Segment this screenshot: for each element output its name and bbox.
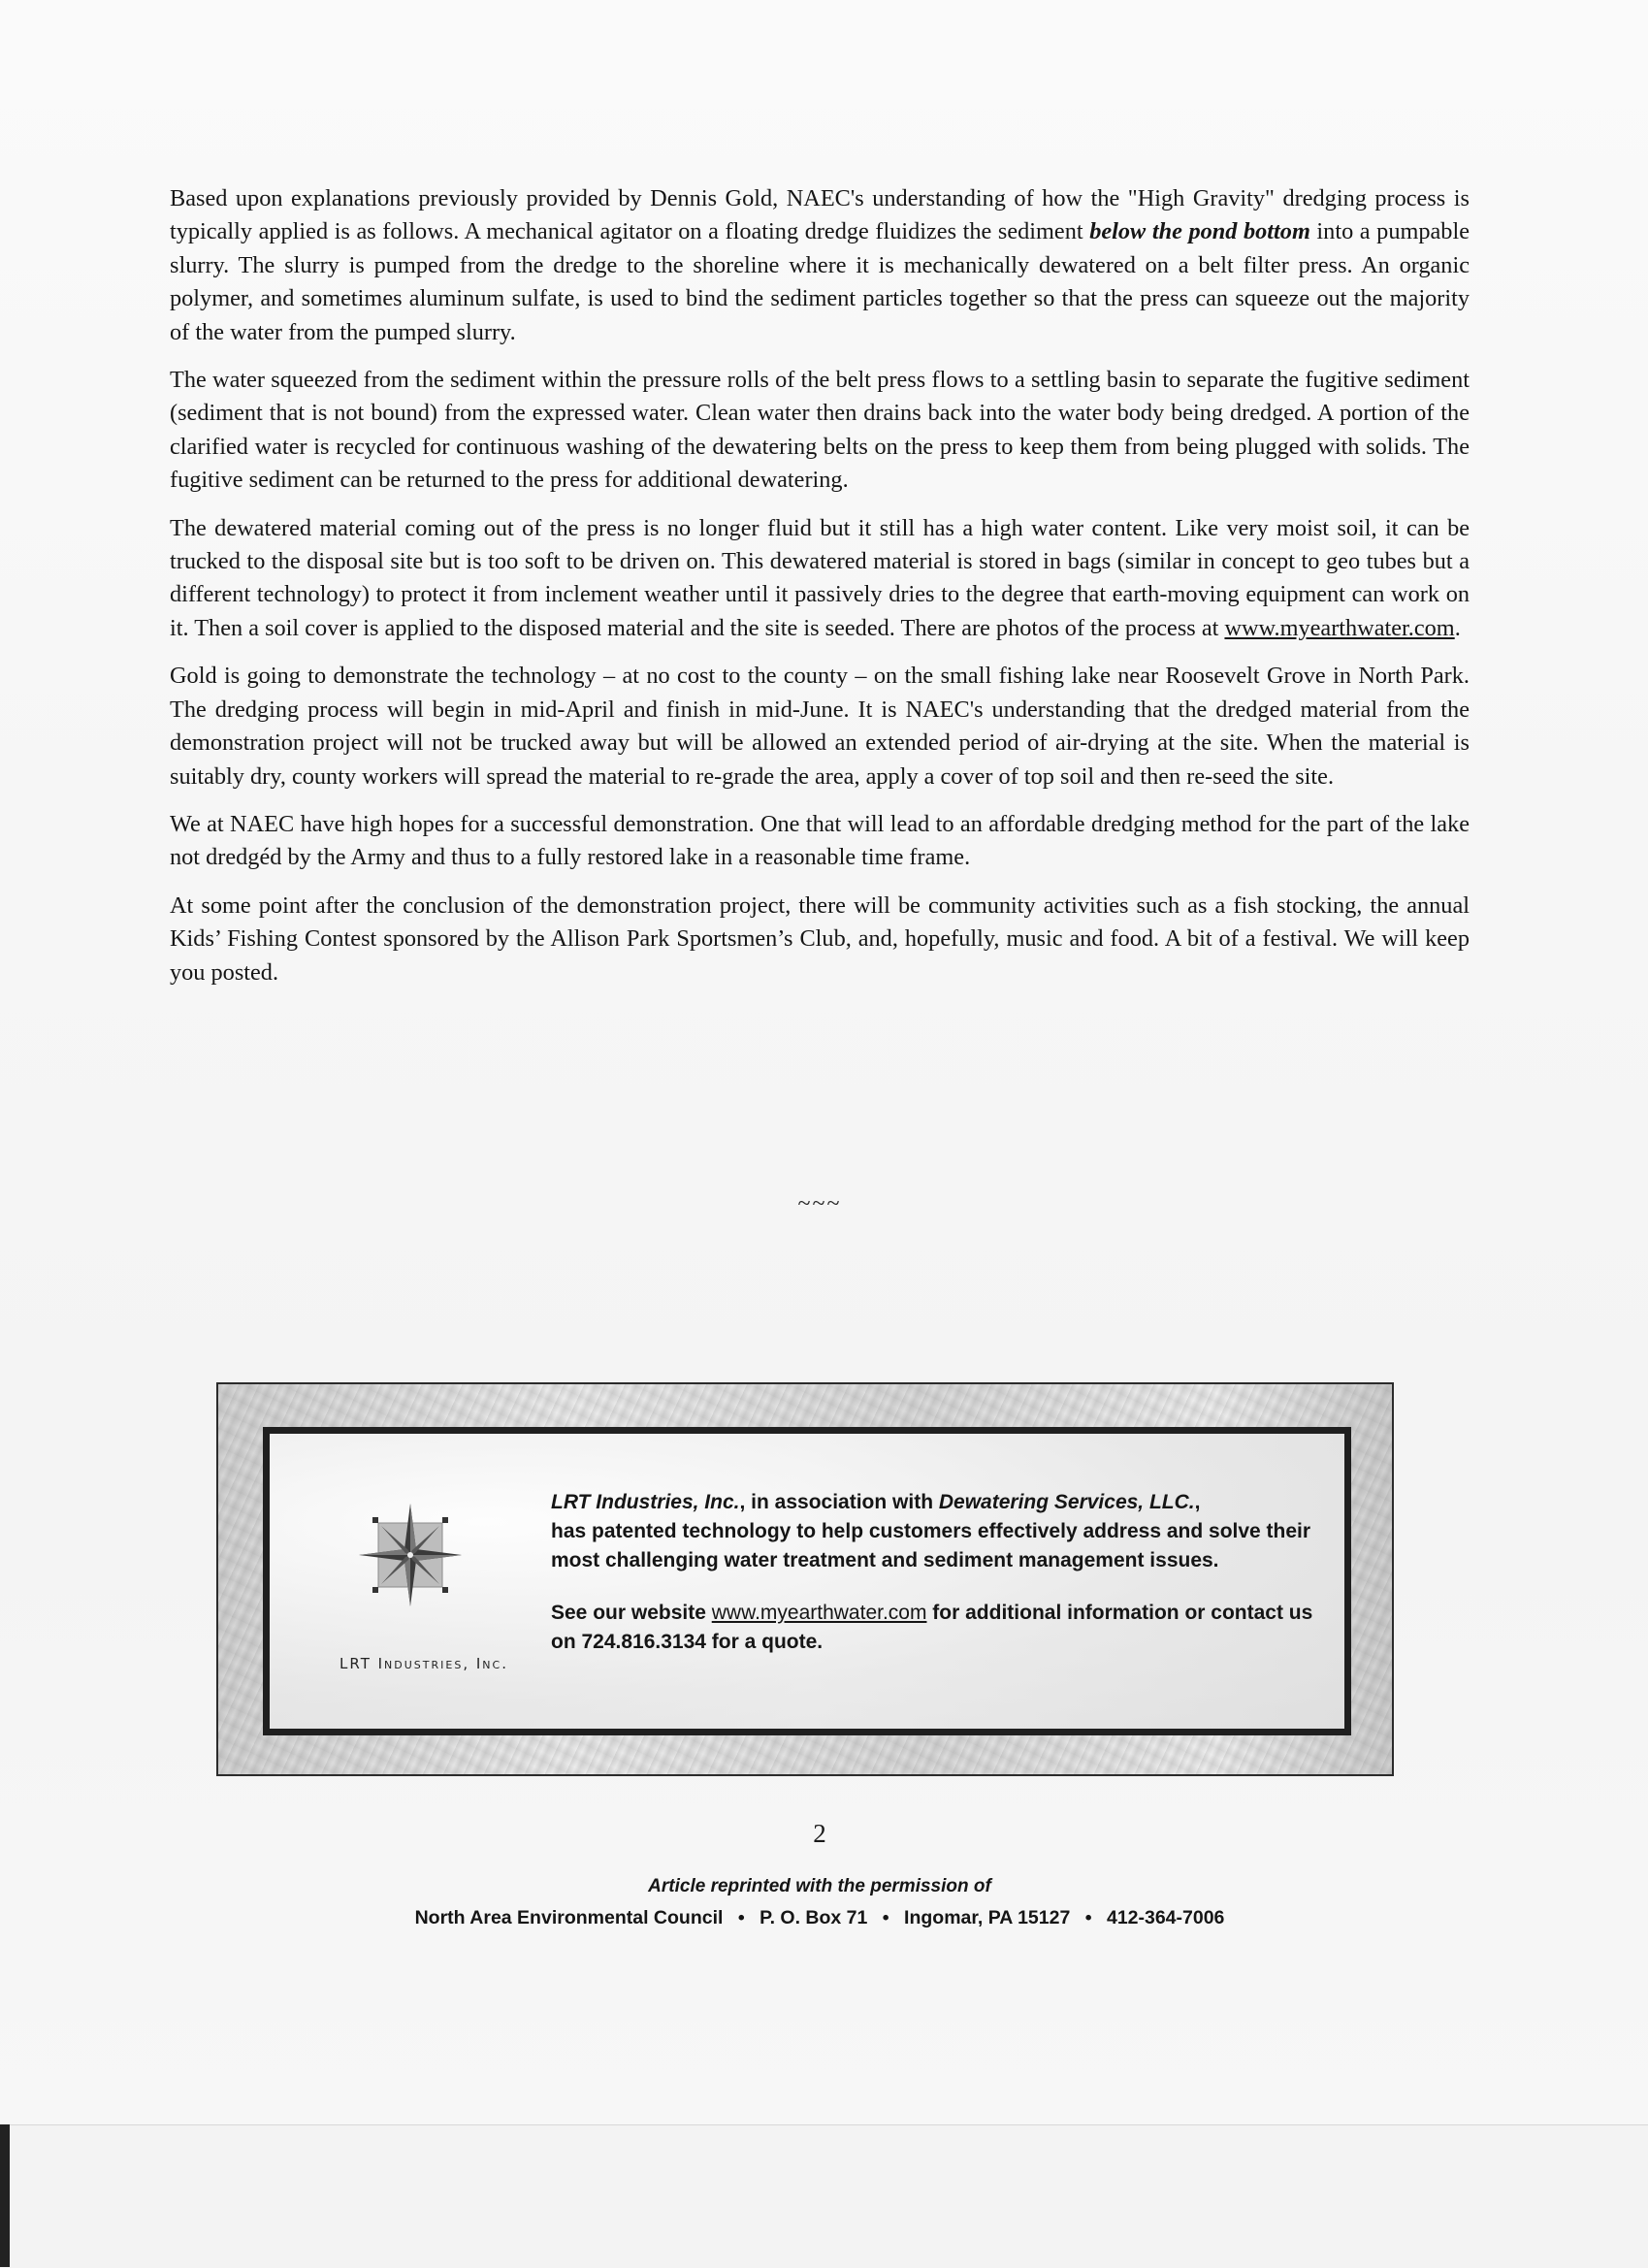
section-separator: ~~~ <box>797 1191 842 1216</box>
logo-text: LRT Industries, Inc. <box>339 1655 508 1672</box>
paragraph-4: Gold is going to demonstrate the technology – at no cost to the county – on the small fishing lake near Roosevelt Grove in North Park. The dredging process will begin in mid-April and finish in mid-June. It is NAEC's understanding that the dredged material from the demonstration project will not be trucked away but will be allowed an extended period of air-drying at the site. When the material is suitably dry, county workers will spread the material to re-grade the area, apply a cover of top soil and then re-seed the site. <box>170 663 1470 790</box>
partner-name: Dewatering Services, LLC. <box>938 1491 1195 1513</box>
ad-intro: LRT Industries, Inc., in association with Dewatering Services, LLC., <box>551 1491 1201 1513</box>
ad-body: has patented technology to help customers effectively address and solve their most challenging water treatment and sediment management issues. <box>551 1520 1311 1571</box>
advertisement <box>216 1382 1394 1776</box>
bullet: • <box>737 1907 745 1928</box>
scan-edge <box>0 2124 10 2267</box>
advertisement-panel <box>263 1427 1351 1735</box>
scan-background <box>0 2124 1648 2268</box>
po-box: P. O. Box 71 <box>759 1907 868 1928</box>
organization-name: North Area Environmental Council <box>414 1907 724 1928</box>
paragraph-5: We at NAEC have high hopes for a successful demonstration. One that will lead to an affordable dredging method for the part of the lake not dredgéd by the Army and thus to a fully restored lake in a reasonable time frame. <box>170 810 1470 871</box>
organization-address <box>0 1903 1639 1932</box>
city-state-zip: Ingomar, PA 15127 <box>904 1907 1071 1928</box>
ad-website-link[interactable]: www.myearthwater.com <box>711 1602 927 1624</box>
company-name: LRT Industries, Inc. <box>551 1491 740 1513</box>
emphasis-text: below the pond bottom <box>1089 218 1310 245</box>
bullet: • <box>1084 1907 1092 1928</box>
paragraph-6: At some point after the conclusion of the demonstration project, there will be community activities such as a fish stocking, the annual Kids’ Fishing Contest sponsored by the Allison Park Sportsmen’s Club, and, hopefully, music and food. A bit of a festival. We will keep you posted. <box>170 891 1470 986</box>
website-link[interactable]: www.myearthwater.com <box>1224 614 1455 641</box>
paragraph-1: Based upon explanations previously provided by Dennis Gold, NAEC's understanding of how the "High Gravity" dredging process is typically applied is as follows. A mechanical agitator on a floating dredge fluidizes the sediment below the pond bottom into a pumpable slurry. The slurry is pumped from the dredge to the shoreline where it is mechanically dewatered on a belt filter press. An organic polymer, and sometimes aluminum sulfate, is used to bind the sediment particles together so that the press can squeeze out the majority of the water from the pumped slurry. <box>170 185 1470 345</box>
compass-rose-icon <box>357 1502 464 1608</box>
footer <box>0 1872 1639 1932</box>
bullet: • <box>882 1907 889 1928</box>
paragraph-2: The water squeezed from the sediment within the pressure rolls of the belt press flows to a settling basin to separate the fugitive sediment (sediment that is not bound) from the expressed water. Clean water then drains back into the water body being dredged. A portion of the clarified water is recycled for continuous washing of the dewatering belts on the press to keep them from being plugged with solids. The fugitive sediment can be returned to the press for additional dewatering. <box>170 367 1470 494</box>
article-body <box>170 182 1470 1004</box>
phone-number: 412-364-7006 <box>1106 1907 1225 1928</box>
paragraph-3: The dewatered material coming out of the press is no longer fluid but it still has a high water content. Like very moist soil, it can be trucked to the disposal site but is too soft to be driven on. This dewatered material is stored in bags (similar in concept to geo tubes but a different technology) to protect it from inclement weather until it passively dries to the degree that earth-moving equipment can work on it. Then a soil cover is applied to the disposed material and the site is seeded. There are photos of the process at www.myearthwater.com. <box>170 514 1470 641</box>
reprint-note: Article reprinted with the permission of <box>648 1876 991 1896</box>
ad-contact: See our website www.myearthwater.com for additional information or contact us on 724.816.3134 for a quote. <box>551 1602 1313 1653</box>
advertisement-text <box>551 1488 1327 1657</box>
page-number: 2 <box>813 1819 826 1848</box>
